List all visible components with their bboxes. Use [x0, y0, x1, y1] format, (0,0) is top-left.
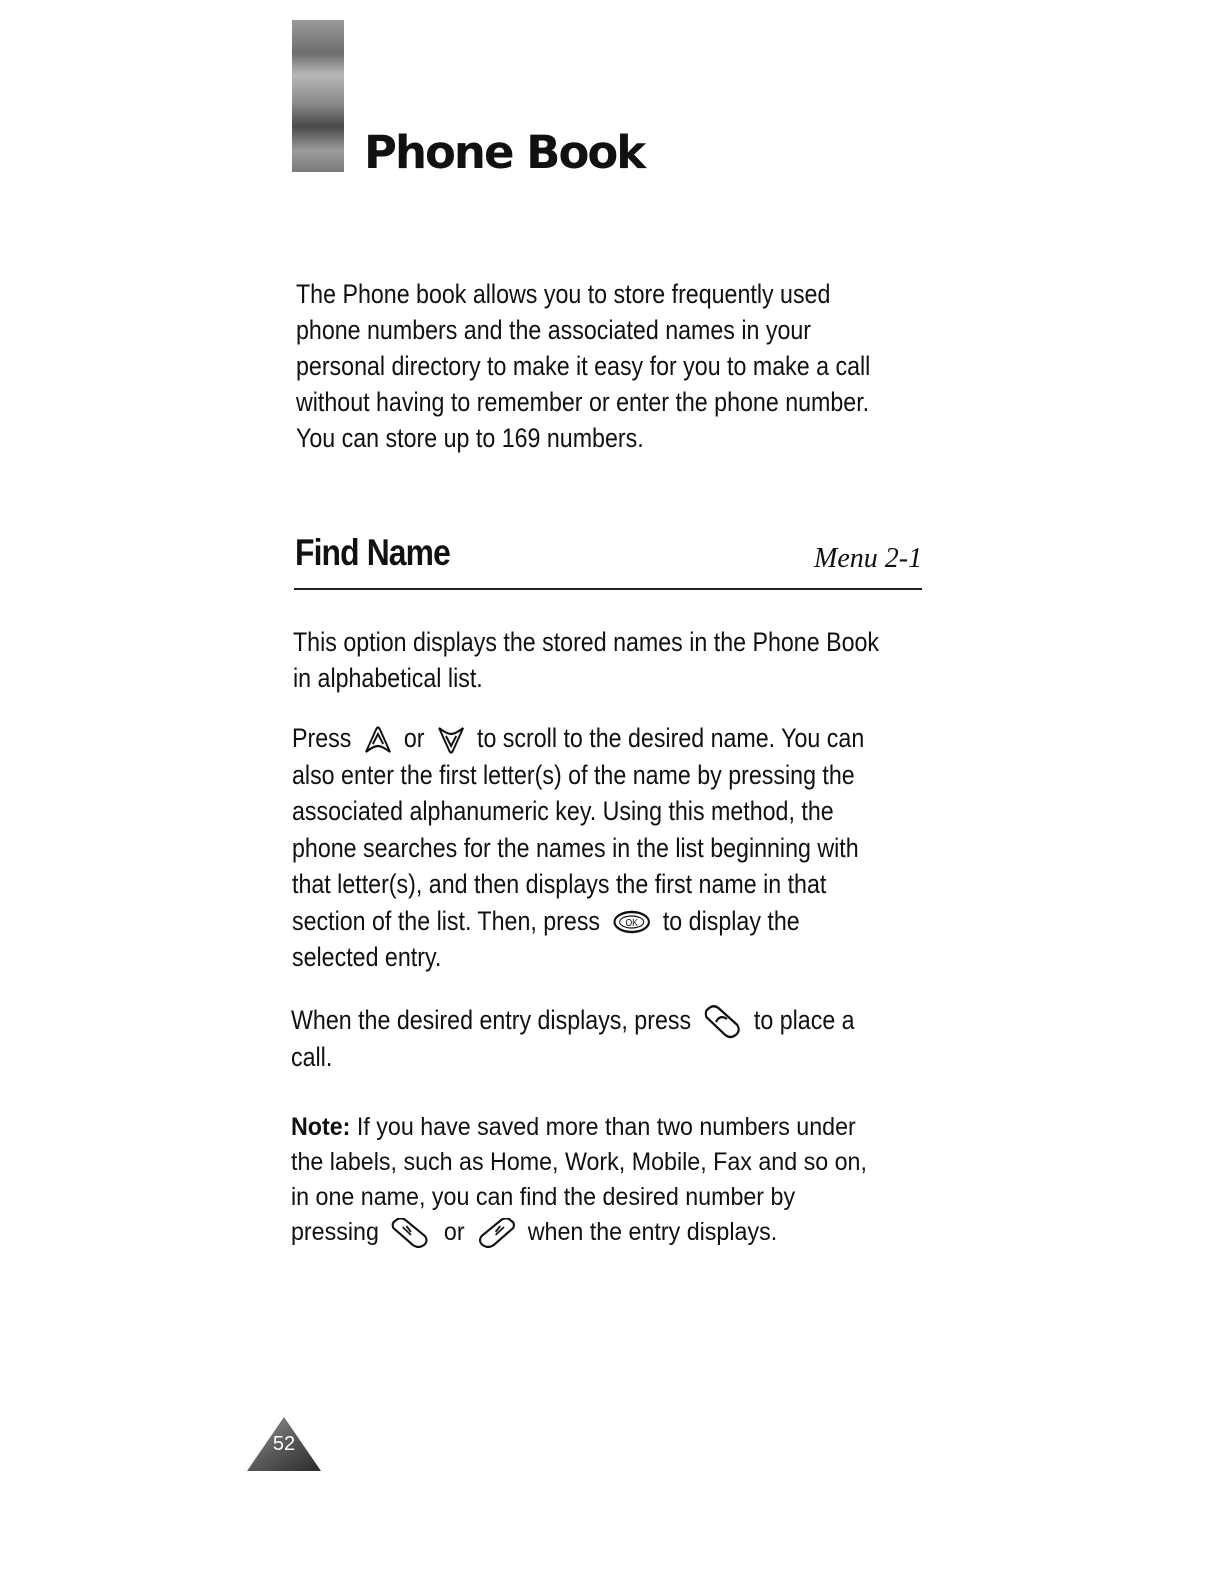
- paragraph-line: [292, 903, 864, 940]
- note-paragraph: [291, 1110, 867, 1250]
- page-number-badge: [245, 1415, 323, 1473]
- paragraph-line: [291, 1002, 855, 1039]
- text-fragment: when the entry displays.: [527, 1218, 778, 1246]
- text-fragment: or: [443, 1218, 465, 1246]
- text-fragment: Press: [292, 723, 352, 753]
- paragraph-line: the labels, such as Home, Work, Mobile, Fax and so on,: [291, 1148, 867, 1176]
- text-fragment: When the desired entry displays, press: [291, 1005, 692, 1035]
- left-soft-key-icon: [391, 1218, 432, 1248]
- menu-reference: Menu 2-1: [814, 543, 923, 574]
- paragraph-line: in one name, you can find the desired number by: [291, 1183, 796, 1211]
- text-fragment: to scroll to the desired name. You can: [476, 723, 865, 753]
- intro-line: You can store up to 169 numbers.: [296, 423, 644, 453]
- paragraph-line: phone searches for the names in the list beginning with: [292, 832, 859, 863]
- paragraph-line: selected entry.: [292, 942, 442, 972]
- paragraph-line: in alphabetical list.: [293, 663, 483, 693]
- paragraph-line: [291, 1215, 867, 1250]
- text-fragment: If you have saved more than two numbers under: [356, 1113, 856, 1141]
- intro-paragraph: [296, 276, 870, 456]
- paragraph-line: [291, 1110, 867, 1145]
- chapter-title: Phone Book: [364, 126, 645, 179]
- paragraph-line: that letter(s), and then displays the first name in that: [292, 869, 827, 899]
- text-fragment: pressing: [291, 1218, 379, 1246]
- paragraph-line: [292, 720, 864, 757]
- paragraph-line: also enter the first letter(s) of the name by pressing the: [292, 759, 855, 790]
- text-fragment: section of the list. Then, press: [292, 905, 601, 936]
- intro-line: without having to remember or enter the phone number.: [296, 387, 870, 417]
- paragraph-line: associated alphanumeric key. Using this method, the: [292, 796, 834, 826]
- intro-line: personal directory to make it easy for you to make a call: [296, 351, 871, 381]
- down-arrow-key-icon: [436, 725, 465, 755]
- up-arrow-key-icon: [363, 725, 392, 755]
- send-key-icon: [703, 1005, 743, 1039]
- paragraph-line: call.: [291, 1041, 333, 1072]
- section-title: Find Name: [295, 532, 450, 573]
- find-name-description: [293, 624, 879, 696]
- note-label: Note:: [291, 1113, 351, 1141]
- place-call-instructions: [291, 1002, 855, 1075]
- page-number: 52: [272, 1433, 296, 1455]
- scroll-instructions: [292, 720, 864, 976]
- text-fragment: to display the: [662, 905, 800, 936]
- ok-key-icon: [612, 909, 652, 935]
- paragraph-line: This option displays the stored names in the Phone Book: [293, 627, 880, 657]
- text-fragment: to place a: [753, 1005, 855, 1035]
- text-fragment: or: [403, 723, 425, 753]
- ok-key-label: OK: [625, 917, 638, 929]
- right-soft-key-icon: [477, 1218, 516, 1248]
- intro-line: The Phone book allows you to store frequently used: [296, 279, 831, 309]
- chapter-marker-bar: [292, 20, 344, 172]
- intro-line: phone numbers and the associated names in your: [296, 315, 812, 345]
- section-divider: [294, 588, 922, 590]
